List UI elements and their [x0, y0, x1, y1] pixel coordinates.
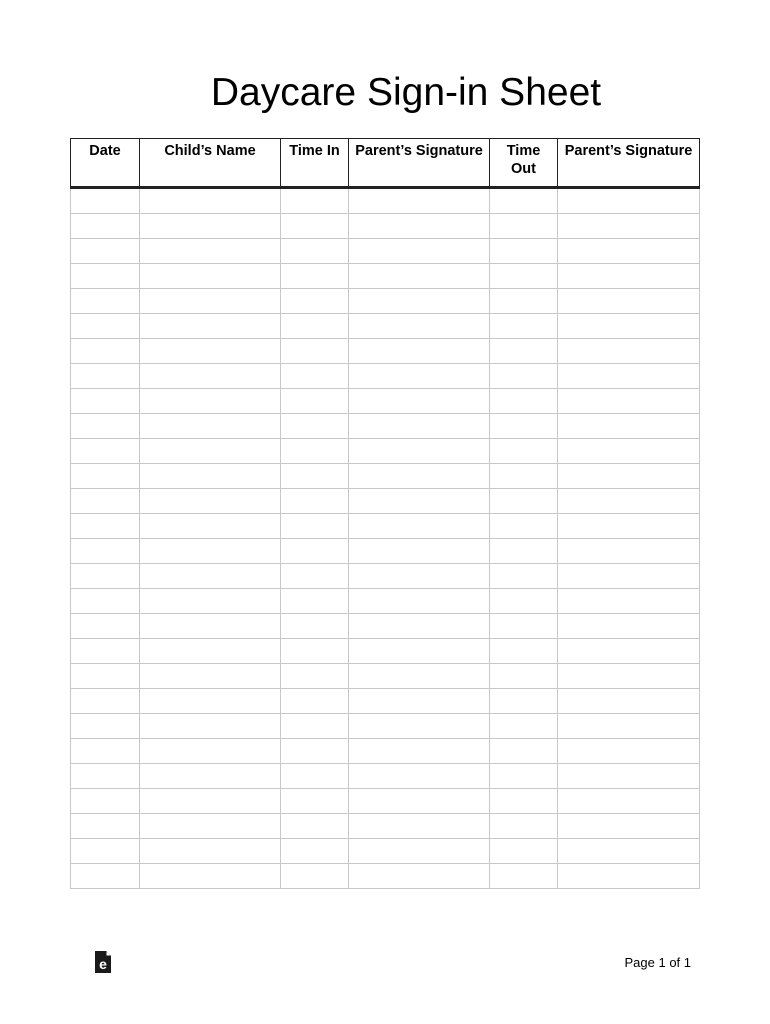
table-cell[interactable]	[558, 214, 700, 239]
table-cell[interactable]	[558, 714, 700, 739]
table-cell[interactable]	[140, 464, 281, 489]
table-cell[interactable]	[490, 714, 558, 739]
table-cell[interactable]	[558, 814, 700, 839]
table-cell[interactable]	[140, 339, 281, 364]
table-cell[interactable]	[71, 364, 140, 389]
table-cell[interactable]	[558, 464, 700, 489]
table-cell[interactable]	[349, 264, 490, 289]
table-cell[interactable]	[490, 814, 558, 839]
table-cell[interactable]	[558, 389, 700, 414]
table-cell[interactable]	[558, 789, 700, 814]
table-cell[interactable]	[281, 314, 349, 339]
table-cell[interactable]	[490, 464, 558, 489]
table-cell[interactable]	[490, 589, 558, 614]
sign-in-table	[70, 138, 700, 889]
table-cell[interactable]	[140, 414, 281, 439]
table-cell[interactable]	[349, 364, 490, 389]
table-cell[interactable]	[281, 339, 349, 364]
table-cell[interactable]	[281, 239, 349, 264]
table-cell[interactable]	[71, 539, 140, 564]
table-cell[interactable]	[558, 564, 700, 589]
table-cell[interactable]	[349, 714, 490, 739]
table-cell[interactable]	[281, 264, 349, 289]
table-cell[interactable]	[281, 364, 349, 389]
table-cell[interactable]	[490, 439, 558, 464]
table-cell[interactable]	[281, 464, 349, 489]
table-row	[71, 264, 700, 289]
table-cell[interactable]	[140, 439, 281, 464]
table-cell[interactable]	[71, 814, 140, 839]
table-cell[interactable]	[490, 239, 558, 264]
table-cell[interactable]	[71, 864, 140, 889]
table-row	[71, 614, 700, 639]
table-cell[interactable]	[558, 289, 700, 314]
table-cell[interactable]	[71, 464, 140, 489]
table-cell[interactable]	[140, 389, 281, 414]
column-header-childs-name: Child’s Name	[140, 139, 281, 188]
table-cell[interactable]	[140, 589, 281, 614]
table-row	[71, 239, 700, 264]
table-cell[interactable]	[349, 614, 490, 639]
table-row	[71, 364, 700, 389]
table-cell[interactable]	[490, 264, 558, 289]
table-cell[interactable]	[71, 439, 140, 464]
table-cell[interactable]	[71, 239, 140, 264]
table-cell[interactable]	[281, 814, 349, 839]
table-cell[interactable]	[281, 439, 349, 464]
table-cell[interactable]	[140, 364, 281, 389]
table-cell[interactable]	[71, 689, 140, 714]
table-cell[interactable]	[558, 539, 700, 564]
table-cell[interactable]	[281, 564, 349, 589]
table-cell[interactable]	[558, 188, 700, 214]
table-cell[interactable]	[140, 639, 281, 664]
table-cell[interactable]	[349, 489, 490, 514]
column-header-date: Date	[71, 139, 140, 188]
table-cell[interactable]	[140, 739, 281, 764]
table-cell[interactable]	[490, 514, 558, 539]
table-cell[interactable]	[140, 839, 281, 864]
table-row	[71, 739, 700, 764]
table-cell[interactable]	[490, 539, 558, 564]
table-cell[interactable]	[71, 339, 140, 364]
table-row	[71, 188, 700, 214]
table-cell[interactable]	[140, 239, 281, 264]
table-cell[interactable]	[71, 489, 140, 514]
table-cell[interactable]	[281, 389, 349, 414]
table-cell[interactable]	[558, 664, 700, 689]
table-cell[interactable]	[71, 389, 140, 414]
table-cell[interactable]	[349, 539, 490, 564]
table-cell[interactable]	[349, 689, 490, 714]
column-header-time-in: Time In	[281, 139, 349, 188]
table-cell[interactable]	[71, 739, 140, 764]
table-cell[interactable]	[71, 714, 140, 739]
table-row	[71, 389, 700, 414]
table-cell[interactable]	[558, 314, 700, 339]
table-cell[interactable]	[490, 864, 558, 889]
table-cell[interactable]	[71, 589, 140, 614]
table-row	[71, 289, 700, 314]
table-cell[interactable]	[490, 289, 558, 314]
table-cell[interactable]	[490, 789, 558, 814]
table-cell[interactable]	[349, 839, 490, 864]
table-row	[71, 214, 700, 239]
table-cell[interactable]	[281, 764, 349, 789]
table-cell[interactable]	[490, 689, 558, 714]
table-cell[interactable]	[281, 614, 349, 639]
table-cell[interactable]	[71, 264, 140, 289]
table-cell[interactable]	[281, 188, 349, 214]
table-cell[interactable]	[281, 639, 349, 664]
table-cell[interactable]	[281, 414, 349, 439]
table-cell[interactable]	[558, 739, 700, 764]
table-cell[interactable]	[140, 514, 281, 539]
table-cell[interactable]	[140, 689, 281, 714]
table-cell[interactable]	[71, 514, 140, 539]
table-cell[interactable]	[140, 214, 281, 239]
table-cell[interactable]	[490, 664, 558, 689]
table-cell[interactable]	[558, 239, 700, 264]
table-cell[interactable]	[140, 789, 281, 814]
page-number: Page 1 of 1	[624, 955, 691, 970]
table-cell[interactable]	[558, 689, 700, 714]
table-cell[interactable]	[71, 639, 140, 664]
table-cell[interactable]	[140, 314, 281, 339]
table-cell[interactable]	[281, 514, 349, 539]
table-cell[interactable]	[281, 489, 349, 514]
table-cell[interactable]	[281, 689, 349, 714]
table-cell[interactable]	[490, 764, 558, 789]
table-row	[71, 464, 700, 489]
table-header-row	[71, 139, 700, 188]
table-cell[interactable]	[558, 339, 700, 364]
table-cell[interactable]	[349, 414, 490, 439]
table-cell[interactable]	[281, 789, 349, 814]
table-cell[interactable]	[71, 764, 140, 789]
table-row	[71, 489, 700, 514]
table-cell[interactable]	[558, 864, 700, 889]
table-cell[interactable]	[140, 864, 281, 889]
column-header-parents-signature-out: Parent’s Signature	[558, 139, 700, 188]
table-cell[interactable]	[281, 839, 349, 864]
column-header-time-out: Time Out	[490, 139, 558, 188]
svg-text:e: e	[99, 956, 107, 972]
table-cell[interactable]	[558, 264, 700, 289]
table-row	[71, 764, 700, 789]
table-cell[interactable]	[140, 814, 281, 839]
table-cell[interactable]	[71, 614, 140, 639]
table-cell[interactable]	[281, 864, 349, 889]
table-cell[interactable]	[349, 389, 490, 414]
table-cell[interactable]	[490, 564, 558, 589]
table-body	[71, 188, 700, 889]
table-row	[71, 314, 700, 339]
table-cell[interactable]	[349, 589, 490, 614]
page-title: Daycare Sign-in Sheet	[210, 71, 602, 114]
table-cell[interactable]	[71, 839, 140, 864]
table-cell[interactable]	[349, 339, 490, 364]
table-cell[interactable]	[558, 639, 700, 664]
table-cell[interactable]	[140, 489, 281, 514]
table-cell[interactable]	[558, 839, 700, 864]
table-cell[interactable]	[558, 764, 700, 789]
table-cell[interactable]	[349, 514, 490, 539]
table-row	[71, 814, 700, 839]
table-cell[interactable]	[349, 439, 490, 464]
table-cell[interactable]	[490, 839, 558, 864]
table-cell[interactable]	[140, 764, 281, 789]
table-cell[interactable]	[281, 539, 349, 564]
table-cell[interactable]	[71, 564, 140, 589]
table-cell[interactable]	[558, 364, 700, 389]
table-row	[71, 689, 700, 714]
table-cell[interactable]	[349, 464, 490, 489]
table-cell[interactable]	[490, 364, 558, 389]
table-row	[71, 414, 700, 439]
table-cell[interactable]	[140, 539, 281, 564]
table-row	[71, 839, 700, 864]
table-row	[71, 639, 700, 664]
table-cell[interactable]	[349, 814, 490, 839]
table-cell[interactable]	[71, 314, 140, 339]
table-cell[interactable]	[349, 764, 490, 789]
table-cell[interactable]	[349, 639, 490, 664]
table-cell[interactable]	[140, 188, 281, 214]
table-row	[71, 714, 700, 739]
table-row	[71, 439, 700, 464]
table-row	[71, 789, 700, 814]
table-cell[interactable]	[281, 664, 349, 689]
table-cell[interactable]	[558, 514, 700, 539]
table-cell[interactable]	[490, 614, 558, 639]
table-cell[interactable]	[349, 289, 490, 314]
table-cell[interactable]	[140, 264, 281, 289]
table-row	[71, 514, 700, 539]
table-cell[interactable]	[140, 289, 281, 314]
table-cell[interactable]	[71, 789, 140, 814]
table-cell[interactable]	[349, 314, 490, 339]
table-cell[interactable]	[349, 864, 490, 889]
table-cell[interactable]	[281, 714, 349, 739]
table-cell[interactable]	[349, 664, 490, 689]
table-cell[interactable]	[71, 188, 140, 214]
table-cell[interactable]	[71, 214, 140, 239]
eforms-e-icon	[94, 950, 112, 974]
table-cell[interactable]	[558, 589, 700, 614]
table-cell[interactable]	[490, 214, 558, 239]
column-header-parents-signature-in: Parent’s Signature	[349, 139, 490, 188]
table-cell[interactable]	[490, 188, 558, 214]
table-cell[interactable]	[140, 564, 281, 589]
table-cell[interactable]	[490, 339, 558, 364]
table-cell[interactable]	[140, 614, 281, 639]
table-cell[interactable]	[558, 489, 700, 514]
table-row	[71, 339, 700, 364]
table-cell[interactable]	[490, 389, 558, 414]
table-cell[interactable]	[140, 664, 281, 689]
table-cell[interactable]	[281, 589, 349, 614]
table-cell[interactable]	[558, 614, 700, 639]
table-cell[interactable]	[281, 739, 349, 764]
table-cell[interactable]	[490, 414, 558, 439]
table-row	[71, 664, 700, 689]
table-row	[71, 564, 700, 589]
table-cell[interactable]	[349, 789, 490, 814]
table-cell[interactable]	[71, 414, 140, 439]
table-cell[interactable]	[349, 239, 490, 264]
table-row	[71, 589, 700, 614]
table-cell[interactable]	[349, 214, 490, 239]
table-cell[interactable]	[140, 714, 281, 739]
table-cell[interactable]	[281, 214, 349, 239]
table-cell[interactable]	[281, 289, 349, 314]
table-cell[interactable]	[490, 639, 558, 664]
table-cell[interactable]	[490, 314, 558, 339]
table-cell[interactable]	[349, 564, 490, 589]
table-row	[71, 539, 700, 564]
table-cell[interactable]	[558, 414, 700, 439]
table-cell[interactable]	[490, 739, 558, 764]
table-cell[interactable]	[349, 739, 490, 764]
table-row	[71, 864, 700, 889]
table-cell[interactable]	[490, 489, 558, 514]
table-cell[interactable]	[71, 664, 140, 689]
table-cell[interactable]	[71, 289, 140, 314]
table-cell[interactable]	[558, 439, 700, 464]
table-cell[interactable]	[349, 188, 490, 214]
